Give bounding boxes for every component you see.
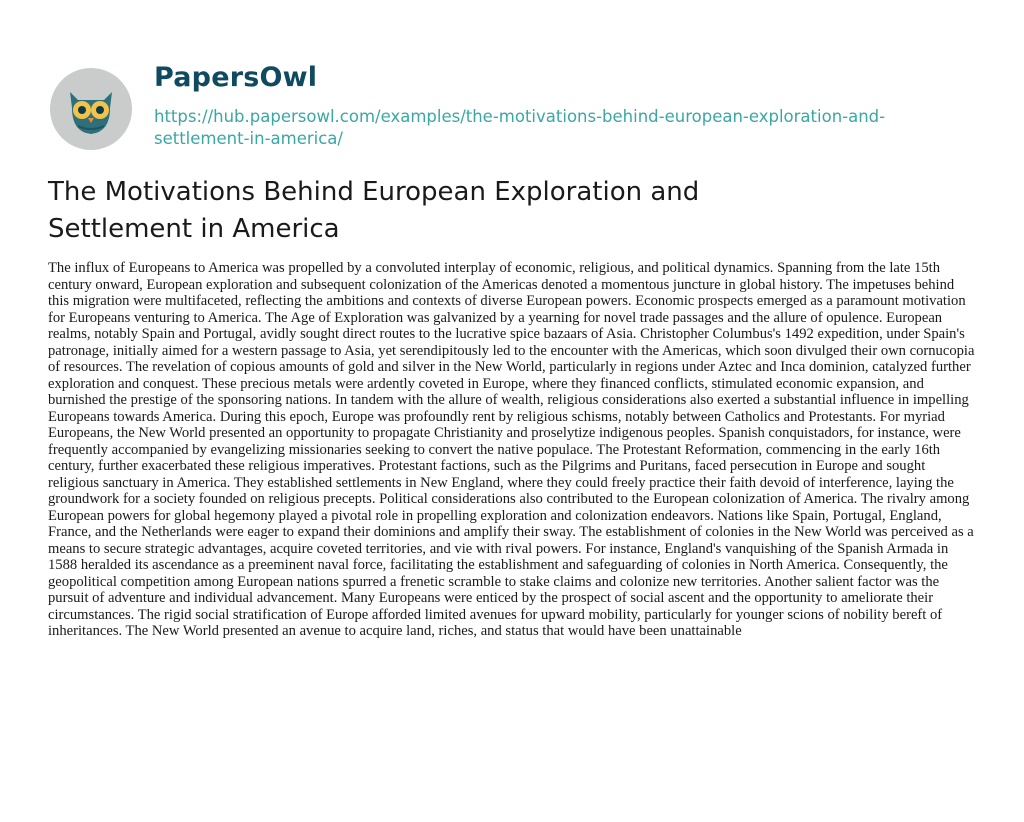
site-name[interactable]: PapersOwl	[154, 62, 318, 93]
site-header	[48, 58, 1008, 158]
owl-logo-icon[interactable]	[48, 66, 134, 152]
article-title: The Motivations Behind European Exploration and Settlement in America	[48, 177, 700, 244]
source-url-link[interactable]: https://hub.papersowl.com/examples/the-motivations-behind-european-exploration-and-settlement-in-america/	[154, 107, 886, 148]
owl-logo-graphic	[48, 66, 134, 152]
article-body: The influx of Europeans to America was propelled by a convoluted interplay of economic, religious, and political dynamics. Spanning from the late 15th century onward, European exploration and subsequent colonization of the Americas denoted a momentous juncture in global history. The impetuses behind this migration were multifaceted, reflecting the ambitions and contexts of diverse European powers. Economic prospects emerged as a paramount motivation for Europeans venturing to America. The Age of Exploration was galvanized by a yearning for novel trade passages and the allure of opulence. European realms, notably Spain and Portugal, avidly sought direct routes to the lucrative spice bazaars of Asia. Christopher Columbus's 1492 expedition, under Spain's patronage, initially aimed for a western passage to Asia, yet serendipitously led to the encounter with the Americas, which soon divulged their own cornucopia of resources. The revelation of copious amounts of gold and silver in the New World, particularly in regions under Aztec and Inca dominion, catalyzed further exploration and conquest. These precious metals were ardently coveted in Europe, where they financed conflicts, stimulated economic expansion, and burnished the prestige of the sponsoring nations. In tandem with the allure of wealth, religious considerations also exerted a substantial influence in impelling Europeans towards America. During this epoch, Europe was profoundly rent by religious schisms, notably between Catholics and Protestants. For myriad Europeans, the New World presented an opportunity to propagate Christianity and proselytize indigenous peoples. Spanish conquistadors, for instance, were frequently accompanied by evangelizing missionaries seeking to convert the native populace. The Protestant Reformation, commencing in the early 16th century, further exacerbated these religious imperatives. Protestant factions, such as the Pilgrims and Puritans, faced persecution in Europe and sought religious sanctuary in America. They established settlements in New England, where they could freely practice their faith devoid of interference, laying the groundwork for a society founded on religious precepts. Political considerations also contributed to the European colonization of America. The rivalry among European powers for global hegemony played a pivotal role in propelling exploration and colonization endeavors. Nations like Spain, Portugal, England, France, and the Netherlands were eager to expand their dominions and amplify their sway. The establishment of colonies in the New World was perceived as a means to secure strategic advantages, acquire coveted territories, and vie with rival powers. For instance, England's vanquishing of the Spanish Armada in 1588 heralded its ascendance as a preeminent naval force, facilitating the establishment and safeguarding of colonies in North America. Consequently, the geopolitical competition among European nations spurred a frenetic scramble to stake claims and colonize new territories. Another salient factor was the pursuit of adventure and individual advancement. Many Europeans were enticed by the prospect of social ascent and the opportunity to ameliorate their circumstances. The rigid social stratification of Europe afforded limited avenues for upward mobility, particularly for younger scions of nobility bereft of inheritances. The New World presented an avenue to acquire land, riches, and status that would have been unattainable	[48, 260, 975, 639]
